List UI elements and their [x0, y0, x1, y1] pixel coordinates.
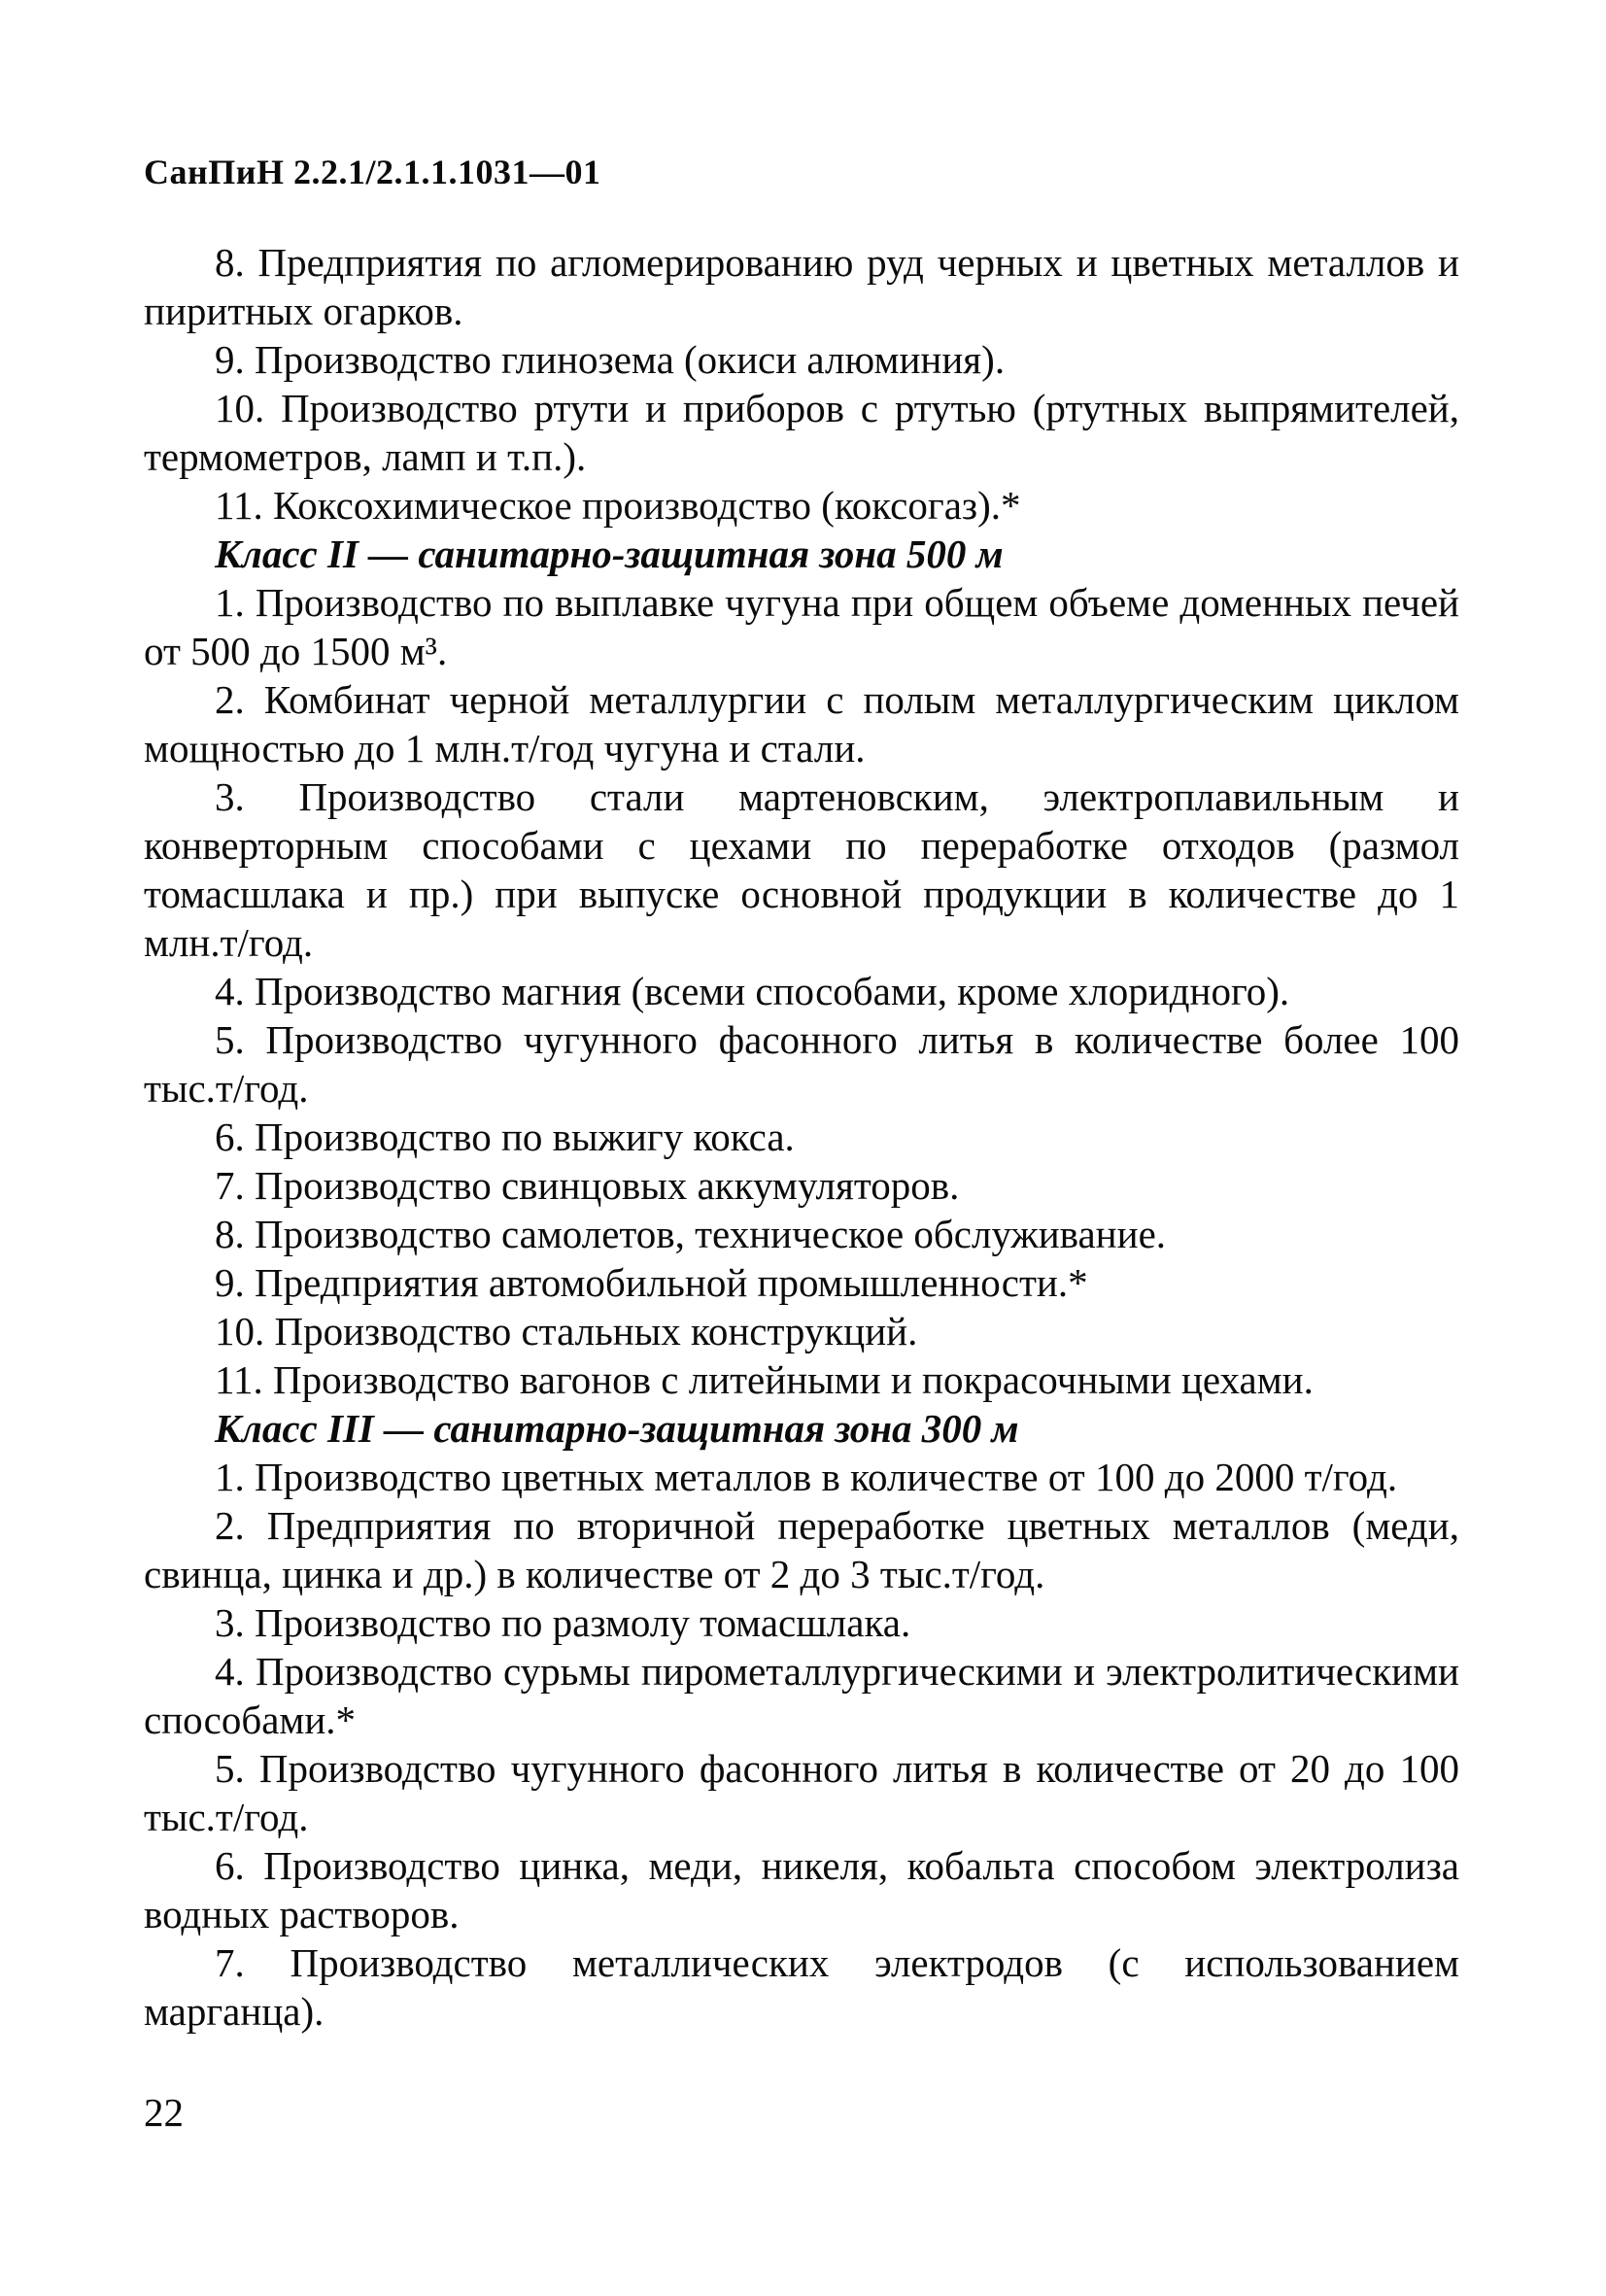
list-item: 9. Предприятия автомобильной промышленности.*: [215, 1260, 1088, 1305]
list-item: 5. Производство чугунного фасонного литья в количестве от 20 до 100 тыс.т/год.: [144, 1746, 1459, 1839]
list-item: 2. Комбинат черной металлургии с полым металлургическим циклом мощностью до 1 млн.т/год чугуна и стали.: [144, 677, 1459, 771]
list-item: 10. Производство стальных конструкций.: [215, 1309, 918, 1354]
list-item: 6. Производство по выжигу кокса.: [215, 1114, 795, 1159]
list-item: 9. Производство глинозема (окиси алюминия).: [215, 337, 1006, 382]
document-header: СанПиН 2.2.1/2.1.1.1031—01: [144, 153, 601, 191]
list-item: 3. Производство по размолу томасшлака.: [215, 1600, 911, 1645]
list-item: 1. Производство по выплавке чугуна при общем объеме доменных печей от 500 до 1500 м³.: [144, 580, 1459, 673]
list-item: 3. Производство стали мартеновским, электроплавильным и конверторным способами с цехами по переработке отходов (размол томасшлака и пр.) при выпуске основной продукции в количестве до 1 млн.т/год.: [144, 774, 1459, 965]
list-item: 8. Производство самолетов, техническое обслуживание.: [215, 1212, 1167, 1256]
list-item: 4. Производство магния (всеми способами, кроме хлоридного).: [215, 969, 1290, 1013]
list-item: 10. Производство ртути и приборов с ртутью (ртутных выпрямителей, термометров, ламп и т.п.).: [144, 386, 1459, 479]
page-number: 22: [144, 2090, 184, 2135]
list-item: 7. Производство металлических электродов (с использованием марганца).: [144, 1940, 1459, 2034]
list-item: 11. Производство вагонов с литейными и покрасочными цехами.: [215, 1357, 1314, 1402]
list-item: 1. Производство цветных металлов в количестве от 100 до 2000 т/год.: [215, 1455, 1398, 1499]
list-item: 4. Производство сурьмы пирометаллургическими и электролитическими способами.*: [144, 1649, 1459, 1742]
list-item: 8. Предприятия по агломерированию руд черных и цветных металлов и пиритных огарков.: [144, 240, 1459, 333]
document-body: [144, 238, 1459, 2036]
class-heading: Класс III — санитарно-защитная зона 300 м: [215, 1406, 1019, 1451]
list-item: 7. Производство свинцовых аккумуляторов.: [215, 1163, 960, 1208]
list-item: 11. Коксохимическое производство (коксогаз).*: [215, 483, 1021, 528]
list-item: 6. Производство цинка, меди, никеля, кобальта способом электролиза водных растворов.: [144, 1843, 1459, 1936]
class-heading: Класс II — санитарно-защитная зона 500 м: [215, 531, 1004, 576]
list-item: 2. Предприятия по вторичной переработке цветных металлов (меди, свинца, цинка и др.) в количестве от 2 до 3 тыс.т/год.: [144, 1503, 1459, 1596]
list-item: 5. Производство чугунного фасонного литья в количестве более 100 тыс.т/год.: [144, 1017, 1459, 1111]
